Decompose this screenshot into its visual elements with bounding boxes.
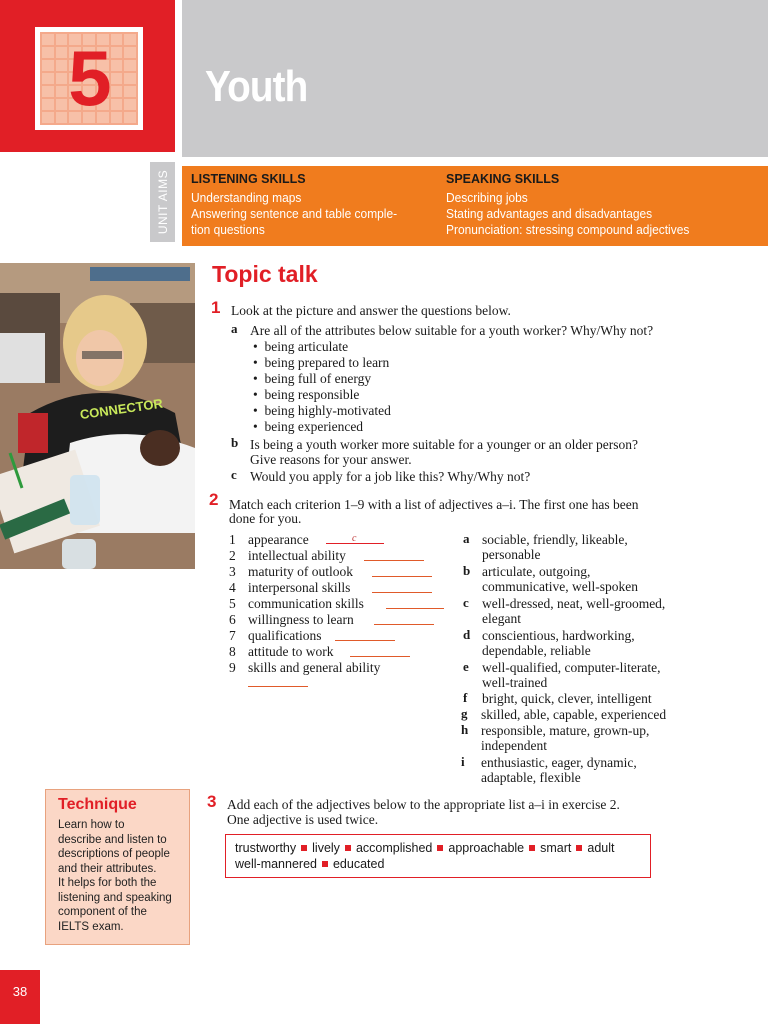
speaking-skills-heading: SPEAKING SKILLS [446,172,560,186]
speaking-aim: Describing jobs [446,190,528,205]
bullet-text: being full of energy [264,371,372,386]
question-text: Give reasons for your answer. [250,452,412,467]
example-answer: c [352,533,357,544]
bullet-text: being prepared to learn [264,355,390,370]
technique-line: listening and speaking [58,891,172,904]
unit-aims-label: UNIT AIMS [155,169,170,235]
bullet-item: • being experienced [253,419,364,434]
exercise-number: 2 [209,490,219,509]
word-box [225,834,651,878]
word-item: educated [332,857,385,871]
answer-blank[interactable] [372,576,432,577]
speaking-skills [446,171,766,238]
listening-skills [191,171,441,238]
criterion-number: 9 [229,660,236,675]
listening-aim: tion questions [191,222,265,237]
question-text: Are all of the attributes below suitable for a youth worker? Why/Why not? [250,323,654,338]
bullet-item: • being prepared to learn [253,355,390,370]
word-item: smart [540,841,572,855]
exercise-number: 3 [207,792,217,811]
technique-title: Technique [58,796,137,813]
adjective-list: skilled, able, capable, experienced [481,707,667,722]
adjective-letter: h [461,722,469,737]
exercise-instruction: One adjective is used twice. [227,812,379,827]
square-bullet-icon [322,861,328,867]
answer-blank[interactable] [372,592,432,593]
word-row [235,840,650,856]
adjective-letter: f [463,690,468,705]
bullet-text: being responsible [264,387,360,402]
adjective-list: well-dressed, neat, well-groomed, [482,596,666,611]
unit-number-badge [35,27,143,130]
unit-number: 5 [68,34,110,122]
question-label: c [231,467,237,482]
word-item: lively [312,841,340,855]
criterion-number: 8 [229,644,236,659]
technique-line: and their attributes. [58,862,157,875]
criterion-text: willingness to learn [248,612,354,627]
speaking-aim: Stating advantages and disadvantages [446,206,653,221]
adjective-list: sociable, friendly, likeable, [482,532,628,547]
bullet-text: being highly-motivated [264,403,391,418]
section-title: Topic talk [212,261,318,287]
adjective-letter: a [463,531,470,546]
bullet-text: being experienced [264,419,364,434]
answer-blank[interactable] [386,608,444,609]
classroom-photo-illustration [0,263,195,569]
answer-blank[interactable] [248,686,308,687]
criterion-number: 7 [229,628,236,643]
criterion-text: interpersonal skills [248,580,351,595]
answer-blank[interactable] [335,640,395,641]
adjective-letter: g [461,706,468,721]
bullet-item: • being full of energy [253,371,372,386]
bullet-item: • being responsible [253,387,360,402]
answer-blank[interactable] [350,656,410,657]
adjective-list: well-qualified, computer-literate, [482,660,661,675]
technique-line: descriptions of people [58,848,170,860]
adjective-letter: i [461,754,465,769]
square-bullet-icon [576,845,582,851]
listening-skills-heading: LISTENING SKILLS [191,172,306,186]
square-bullet-icon [301,845,307,851]
answer-blank[interactable] [364,560,424,561]
unit-aims-band [182,166,768,246]
unit-red-block [0,0,175,152]
criterion-text: attitude to work [248,644,334,659]
adjective-list: personable [482,547,541,562]
bullet-item: • being articulate [253,339,349,354]
technique-text [58,818,183,934]
adjective-list: bright, quick, clever, intelligent [482,691,652,706]
exercise-instruction: Add each of the adjectives below to the appropriate list a–i in exercise 2. [227,797,620,812]
adjective-list: enthusiastic, eager, dynamic, [481,755,637,770]
criterion-text: skills and general ability [248,660,381,675]
adjective-list: elegant [482,611,521,626]
technique-line: component of the [58,906,147,918]
word-item: approachable [448,841,525,855]
criterion-number: 1 [229,532,236,547]
adjective-list: communicative, well-spoken [482,579,638,594]
exercise-instruction: done for you. [229,511,302,526]
adjective-letter: c [463,595,469,610]
technique-line: describe and listen to [58,833,167,846]
adjective-list: articulate, outgoing, [482,564,591,579]
adjective-list: well-trained [482,675,548,690]
exercise-number: 1 [211,298,221,317]
word-row [235,856,650,872]
word-item: trustworthy [235,841,297,855]
word-item: well-mannered [235,857,317,871]
adjective-letter: e [463,659,469,674]
page-number: 38 [0,970,40,1024]
adjective-letter: d [463,627,471,642]
criterion-text: communication skills [248,596,364,611]
shirt-text: CONNECTOR [78,395,164,423]
criterion-number: 6 [229,612,236,627]
question-label: b [231,435,239,450]
word-item: accomplished [355,841,433,855]
technique-line: IELTS exam. [58,920,124,933]
adjective-list: conscientious, hardworking, [482,628,635,643]
listening-aim: Understanding maps [191,190,302,205]
criterion-number: 3 [229,564,236,579]
exercise-instruction: Match each criterion 1–9 with a list of adjectives a–i. The first one has been [229,497,639,512]
criterion-number: 2 [229,548,236,563]
speaking-aim: Pronunciation: stressing compound adjectives [446,222,690,237]
adjective-list: dependable, reliable [482,643,591,658]
listening-aim: Answering sentence and table comple- [191,206,398,221]
page-title: Youth [205,62,308,111]
question-label: a [231,321,238,336]
criterion-number: 4 [229,580,236,595]
adjective-list: independent [481,738,547,753]
technique-line: Learn how to [58,819,125,831]
question-text: Is being a youth worker more suitable for a younger or an older person? [250,437,638,452]
exercise-instruction: Look at the picture and answer the questions below. [231,303,511,318]
bullet-item: • being highly-motivated [253,403,391,418]
bullet-text: being articulate [264,339,349,354]
technique-line: It helps for both the [58,877,157,889]
word-item: adult [587,841,615,855]
square-bullet-icon [437,845,443,851]
technique-box [45,789,190,945]
criterion-text: appearance [248,532,309,547]
unit-aims-tab [150,162,175,242]
adjective-list: adaptable, flexible [481,770,581,785]
answer-blank[interactable] [374,624,434,625]
adjective-letter: b [463,563,471,578]
square-bullet-icon [345,845,351,851]
criterion-text: intellectual ability [248,548,346,563]
criterion-number: 5 [229,596,236,611]
square-bullet-icon [529,845,535,851]
criterion-text: maturity of outlook [248,564,353,579]
adjective-list: responsible, mature, grown-up, [481,723,650,738]
question-text: Would you apply for a job like this? Why/Why not? [250,469,531,484]
criterion-text: qualifications [248,628,322,643]
classroom-photo [0,263,195,569]
